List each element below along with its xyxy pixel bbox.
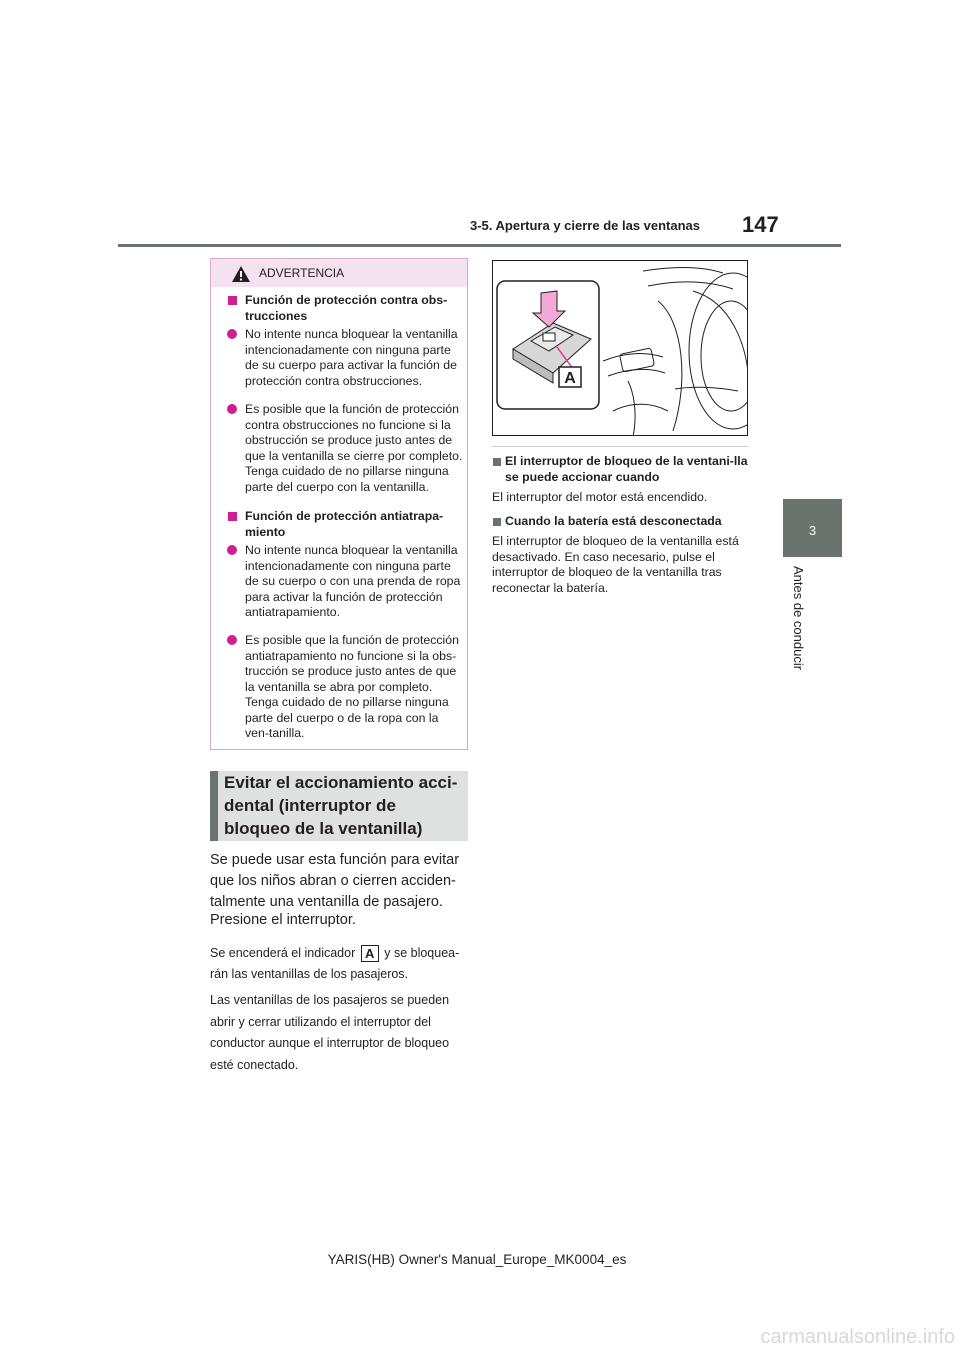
dot-bullet-icon — [227, 404, 237, 414]
dot-bullet-icon — [227, 329, 237, 339]
chapter-number: 3 — [808, 522, 817, 538]
section-heading-title: Evitar el accionamiento acci-dental (interruptor de bloqueo de la ventanilla) — [224, 773, 458, 838]
warning-bullet-3: No intente nunca bloquear la ventanilla intencionadamente con ninguna parte de su cuerpo o con una prenda de ropa para activar la función de protección antiatrapamiento. — [227, 543, 463, 621]
header-rule — [118, 244, 841, 247]
warning-heading-1: Función de protección contra obs-trucciones — [227, 293, 463, 324]
warning-header — [211, 259, 467, 287]
body-paragraph-3: Se encenderá el indicador A y se bloquea-rán las ventanillas de los pasajeros. — [210, 946, 460, 981]
body-paragraph-2: Presione el interruptor. — [210, 912, 356, 928]
note-heading-2: Cuando la batería está desconectada — [492, 514, 750, 530]
square-bullet-icon — [228, 296, 237, 305]
page-number: 147 — [742, 212, 779, 237]
warning-box — [210, 258, 468, 750]
dot-bullet-icon — [227, 635, 237, 645]
body-paragraph-4: Las ventanillas de los pasajeros se pueden abrir y cerrar utilizando el interruptor del conductor aunque el interruptor de bloqueo esté conectado. — [210, 993, 450, 1072]
warning-heading-2: Función de protección antiatrapa-miento — [227, 509, 463, 540]
window-lock-switch-illustration — [492, 260, 748, 436]
figure-label-a: A — [564, 370, 576, 387]
warning-triangle-icon — [231, 265, 251, 283]
chapter-tab — [783, 499, 842, 557]
dot-bullet-icon — [227, 545, 237, 555]
chapter-label-text: Antes de conducir — [791, 566, 806, 671]
square-bullet-icon — [493, 458, 501, 466]
body-paragraph-1: Se puede usar esta función para evitar que los niños abran o cierren acciden-talmente una ventanilla de pasajero. — [210, 852, 460, 910]
note-text-1: El interruptor del motor está encendido. — [492, 490, 708, 504]
footer-manual-id: YARIS(HB) Owner's Manual_Europe_MK0004_es — [327, 1252, 627, 1267]
warning-bullet-1: No intente nunca bloquear la ventanilla intencionadamente con ninguna parte de su cuerpo para activar la función de protección contra obstrucciones. — [227, 327, 463, 389]
square-bullet-icon — [228, 512, 237, 521]
watermark-site: carmanualsonline.info — [760, 1326, 955, 1348]
section-heading-bar — [210, 771, 218, 841]
door-panel-illustration — [493, 261, 748, 436]
warning-title: ADVERTENCIA — [259, 266, 345, 280]
square-bullet-icon — [493, 518, 501, 526]
note-text-2: El interruptor de bloqueo de la ventanilla está desactivado. En caso necesario, pulse el interruptor de bloqueo de la ventanilla tras reconectar la batería. — [492, 534, 739, 595]
label-a-icon: A — [361, 945, 379, 962]
figure-rule — [492, 446, 748, 447]
chapter-label — [790, 566, 810, 686]
section-heading — [210, 771, 468, 841]
warning-bullet-4: Es posible que la función de protección antiatrapamiento no funcione si la obs-trucción se produce justo antes de que la ventanilla se abra por completo. Tenga cuidado de no pillarse ninguna parte del cuerpo o de la ropa con la ven-tanilla. — [227, 633, 463, 742]
warning-bullet-2: Es posible que la función de protección contra obstrucciones no funcione si la obstrucción se produce justo antes de que la ventanilla se cierre por completo. Tenga cuidado de no pillarse ninguna parte del cuerpo con la ventanilla. — [227, 402, 463, 495]
section-title: 3-5. Apertura y cierre de las ventanas — [470, 218, 701, 233]
note-heading-1: El interruptor de bloqueo de la ventani-lla se puede accionar cuando — [492, 454, 750, 485]
